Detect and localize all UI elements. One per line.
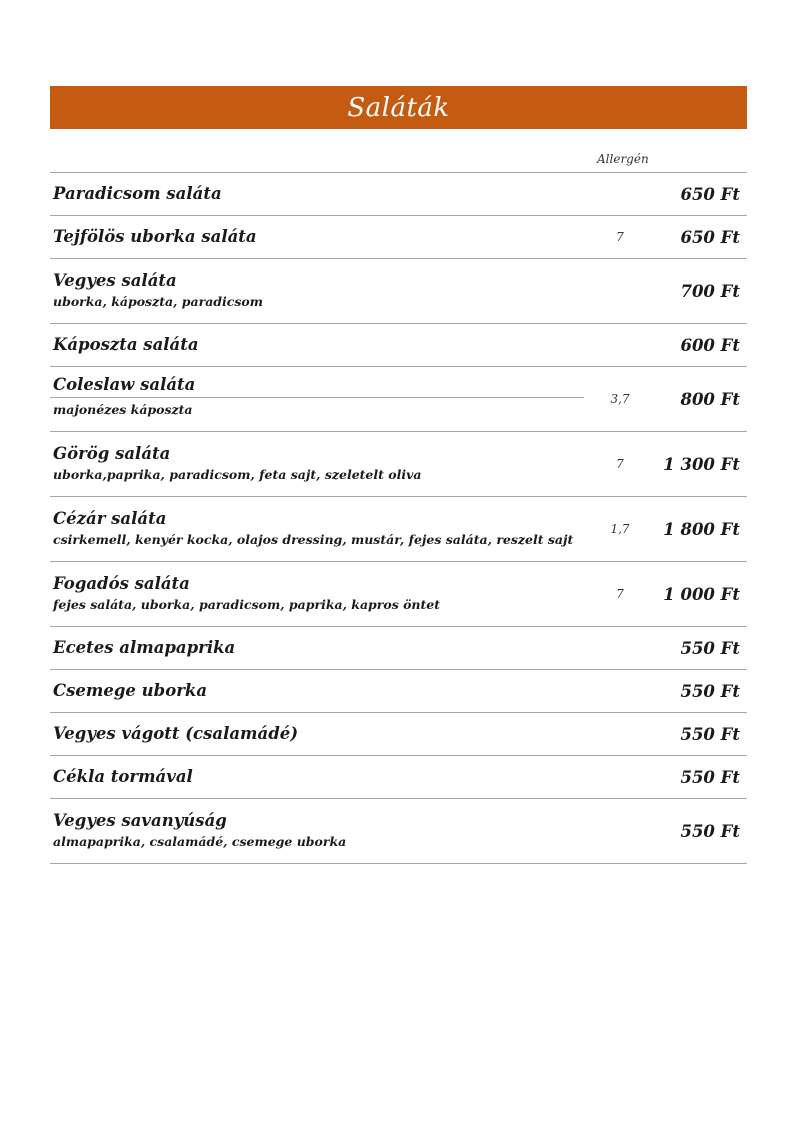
item-name: Paradicsom saláta xyxy=(53,184,222,203)
menu-item xyxy=(50,670,747,713)
menu-item xyxy=(50,756,747,799)
menu-item xyxy=(50,713,747,756)
menu-item xyxy=(50,432,747,497)
item-price: 550 Ft xyxy=(680,724,740,744)
item-name: Görög saláta xyxy=(53,444,171,463)
item-name: Vegyes saláta xyxy=(53,271,177,290)
item-description: uborka,paprika, paradicsom, feta sajt, szeletelt oliva xyxy=(53,467,422,482)
item-name: Ecetes almapaprika xyxy=(53,638,236,657)
item-name: Cékla tormával xyxy=(53,767,193,786)
item-description: fejes saláta, uborka, paradicsom, paprika, kapros öntet xyxy=(53,597,441,612)
item-price: 650 Ft xyxy=(680,227,740,247)
item-description: almapaprika, csalamádé, csemege uborka xyxy=(53,834,347,849)
item-allergen xyxy=(584,259,656,323)
item-name: Csemege uborka xyxy=(53,681,208,700)
menu-item xyxy=(50,259,747,324)
item-description: uborka, káposzta, paradicsom xyxy=(53,294,263,309)
item-price: 700 Ft xyxy=(680,281,740,301)
item-allergen: 7 xyxy=(616,230,624,244)
item-allergen xyxy=(584,799,656,863)
item-allergen xyxy=(584,670,656,712)
menu-item xyxy=(50,562,747,627)
item-price: 1 300 Ft xyxy=(663,454,740,474)
item-allergen xyxy=(584,627,656,669)
item-price: 600 Ft xyxy=(680,335,740,355)
item-allergen: 7 xyxy=(616,587,624,601)
item-price: 1 800 Ft xyxy=(663,519,740,539)
item-price: 550 Ft xyxy=(680,681,740,701)
item-name: Cézár saláta xyxy=(53,509,167,528)
item-allergen xyxy=(584,713,656,755)
menu-item xyxy=(50,324,747,367)
item-allergen xyxy=(584,756,656,798)
item-name: Vegyes savanyúság xyxy=(53,811,227,830)
column-header xyxy=(50,129,747,173)
menu-item xyxy=(50,173,747,216)
menu-item xyxy=(50,216,747,259)
item-price: 550 Ft xyxy=(680,638,740,658)
item-name: Tejfölös uborka saláta xyxy=(53,227,257,246)
menu-card xyxy=(50,86,747,864)
menu-item xyxy=(50,497,747,562)
item-price: 800 Ft xyxy=(680,389,740,409)
section-title: Saláták xyxy=(347,92,450,123)
item-name: Coleslaw saláta xyxy=(53,375,196,394)
item-allergen xyxy=(584,173,656,215)
item-price: 550 Ft xyxy=(680,767,740,787)
item-allergen: 3,7 xyxy=(610,392,630,406)
section-title-bar xyxy=(50,86,747,129)
item-description: csirkemell, kenyér kocka, olajos dressing, mustár, fejes saláta, reszelt sajt xyxy=(53,532,574,547)
allergen-column-label: Allergén xyxy=(597,152,649,166)
item-allergen: 1,7 xyxy=(610,522,630,536)
item-name: Fogadós saláta xyxy=(53,574,190,593)
item-description: majonézes káposzta xyxy=(53,402,193,417)
item-allergen xyxy=(584,324,656,366)
item-price: 1 000 Ft xyxy=(663,584,740,604)
menu-item xyxy=(50,367,747,432)
item-price: 550 Ft xyxy=(680,821,740,841)
item-allergen: 7 xyxy=(616,457,624,471)
item-price: 650 Ft xyxy=(680,184,740,204)
item-name: Vegyes vágott (csalamádé) xyxy=(53,724,299,743)
item-name: Káposzta saláta xyxy=(53,335,199,354)
menu-item xyxy=(50,627,747,670)
menu-item xyxy=(50,799,747,864)
